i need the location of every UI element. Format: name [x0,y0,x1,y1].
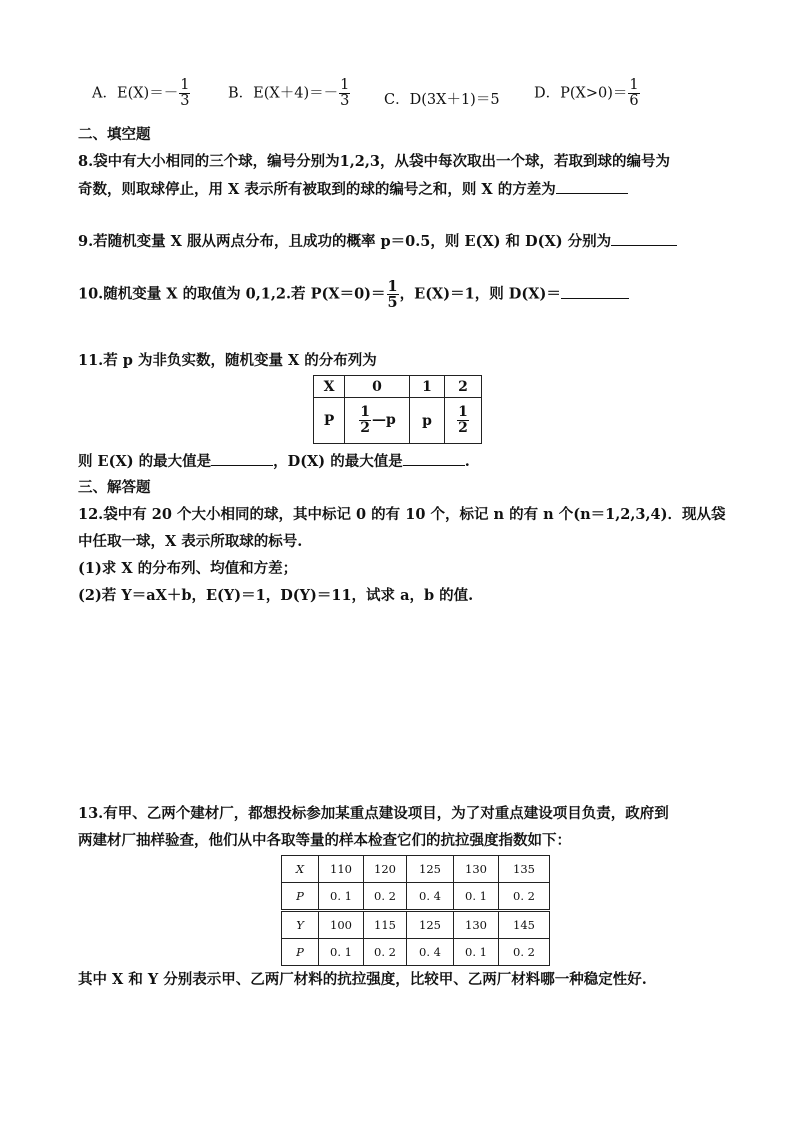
table-cell: Y [282,911,319,939]
table-cell: $\frac{1}{2}$ —p [345,398,410,444]
table-cell: 130 [454,856,499,883]
table-cell: 120 [364,856,407,883]
answer-blank [403,451,465,466]
table-cell: 0 [345,376,410,398]
fraction: $\frac{1}{5}$ [387,278,398,312]
q13-line1: 13.有甲、乙两个建材厂，都想投标参加某重点建设项目，为了对重点建设项目负责，政府到 [78,805,669,822]
table-cell: 125 [407,911,454,939]
q13-strength-table [281,855,550,966]
q13-closing: 其中 X 和 Y 分别表示甲、乙两厂材料的抗拉强度，比较甲、乙两厂材料哪一种稳定性好. [78,971,647,988]
table-row [282,939,550,966]
table-cell: 115 [364,911,407,939]
fraction: $\frac{1}{3}$ [180,77,190,110]
table-cell: 0. 2 [364,883,407,911]
q8-line1: 8.袋中有大小相同的三个球，编号分别为1,2,3，从袋中每次取出一个球，若取到球的编号为 [78,153,670,170]
q12-part1: (1)求 X 的分布列、均值和方差； [78,560,298,577]
table-row [282,856,550,883]
table-cell: 0. 2 [499,883,550,911]
q11-intro: 11.若 p 为非负实数，随机变量 X 的分布列为 [78,352,377,369]
q8-line2: 奇数，则取球停止，用 X 表示所有被取到的球的编号之和，则 X 的方差为 [78,178,628,199]
table-cell: P [314,398,345,444]
table-cell: 0. 2 [364,939,407,966]
answer-blank [561,284,629,299]
table-row [314,398,482,444]
table-cell: 100 [319,911,364,939]
table-cell: X [314,376,345,398]
table-cell: 135 [499,856,550,883]
table-cell: p [410,398,445,444]
section-heading-answer: 三、解答题 [78,479,151,496]
q11-distribution-table [313,375,482,444]
fraction: $\frac{1}{3}$ [340,77,350,110]
table-row [282,883,550,911]
option-b: B．E(X＋4)＝－ $\frac{1}{3}$ [228,77,350,110]
table-cell: 0. 4 [407,939,454,966]
table-cell: 0. 1 [454,883,499,911]
table-cell: 0. 4 [407,883,454,911]
table-cell: 2 [445,376,482,398]
answer-blank [611,231,677,246]
table-cell: 110 [319,856,364,883]
fraction: $\frac{1}{6}$ [629,77,639,110]
option-a: A．E(X)＝－ $\frac{1}{3}$ [92,77,190,110]
fraction: $\frac{1}{2}$ [360,404,370,436]
section-heading-fill: 二、填空题 [78,126,151,143]
q12-line1: 12.袋中有 20 个大小相同的球，其中标记 0 的有 10 个，标记 n 的有 n 个(n＝1,2,3,4)．现从袋 [78,506,726,523]
table-cell: 0. 1 [319,883,364,911]
table-cell: 130 [454,911,499,939]
table-cell [445,398,482,444]
table-row [282,911,550,939]
table-cell: 0. 1 [454,939,499,966]
q12-line2: 中任取一球，X 表示所取球的标号. [78,533,303,550]
q13-line2: 两建材厂抽样验查，他们从中各取等量的样本检查它们的抗拉强度指数如下： [78,832,571,849]
table-cell: 0. 2 [499,939,550,966]
answer-blank [211,451,273,466]
answer-blank [556,179,628,194]
q12-part2: (2)若 Y＝aX＋b，E(Y)＝1，D(Y)＝11，试求 a，b 的值. [78,587,474,604]
table-cell: 1 [410,376,445,398]
q9-text: 9.若随机变量 X 服从两点分布，且成功的概率 p＝0.5，则 E(X) 和 D(X) 分别为 [78,230,677,251]
table-cell: 145 [499,911,550,939]
table-cell: P [282,883,319,911]
table-cell: 0. 1 [319,939,364,966]
option-c: C．D(3X＋1)＝5 [384,92,500,108]
table-cell: X [282,856,319,883]
table-row [314,376,482,398]
table-cell: 125 [407,856,454,883]
option-d: D．P(X>0)＝ $\frac{1}{6}$ [534,77,639,110]
fraction: $\frac{1}{2}$ [458,404,468,436]
q10-text: 10.随机变量 X 的取值为 0,1,2.若 P(X＝0)＝ $\frac{1}{5}$ ，E(X)＝1，则 D(X)＝ [78,279,629,310]
q11-tail: 则 E(X) 的最大值是 ，D(X) 的最大值是 . [78,453,470,470]
table-cell: P [282,939,319,966]
